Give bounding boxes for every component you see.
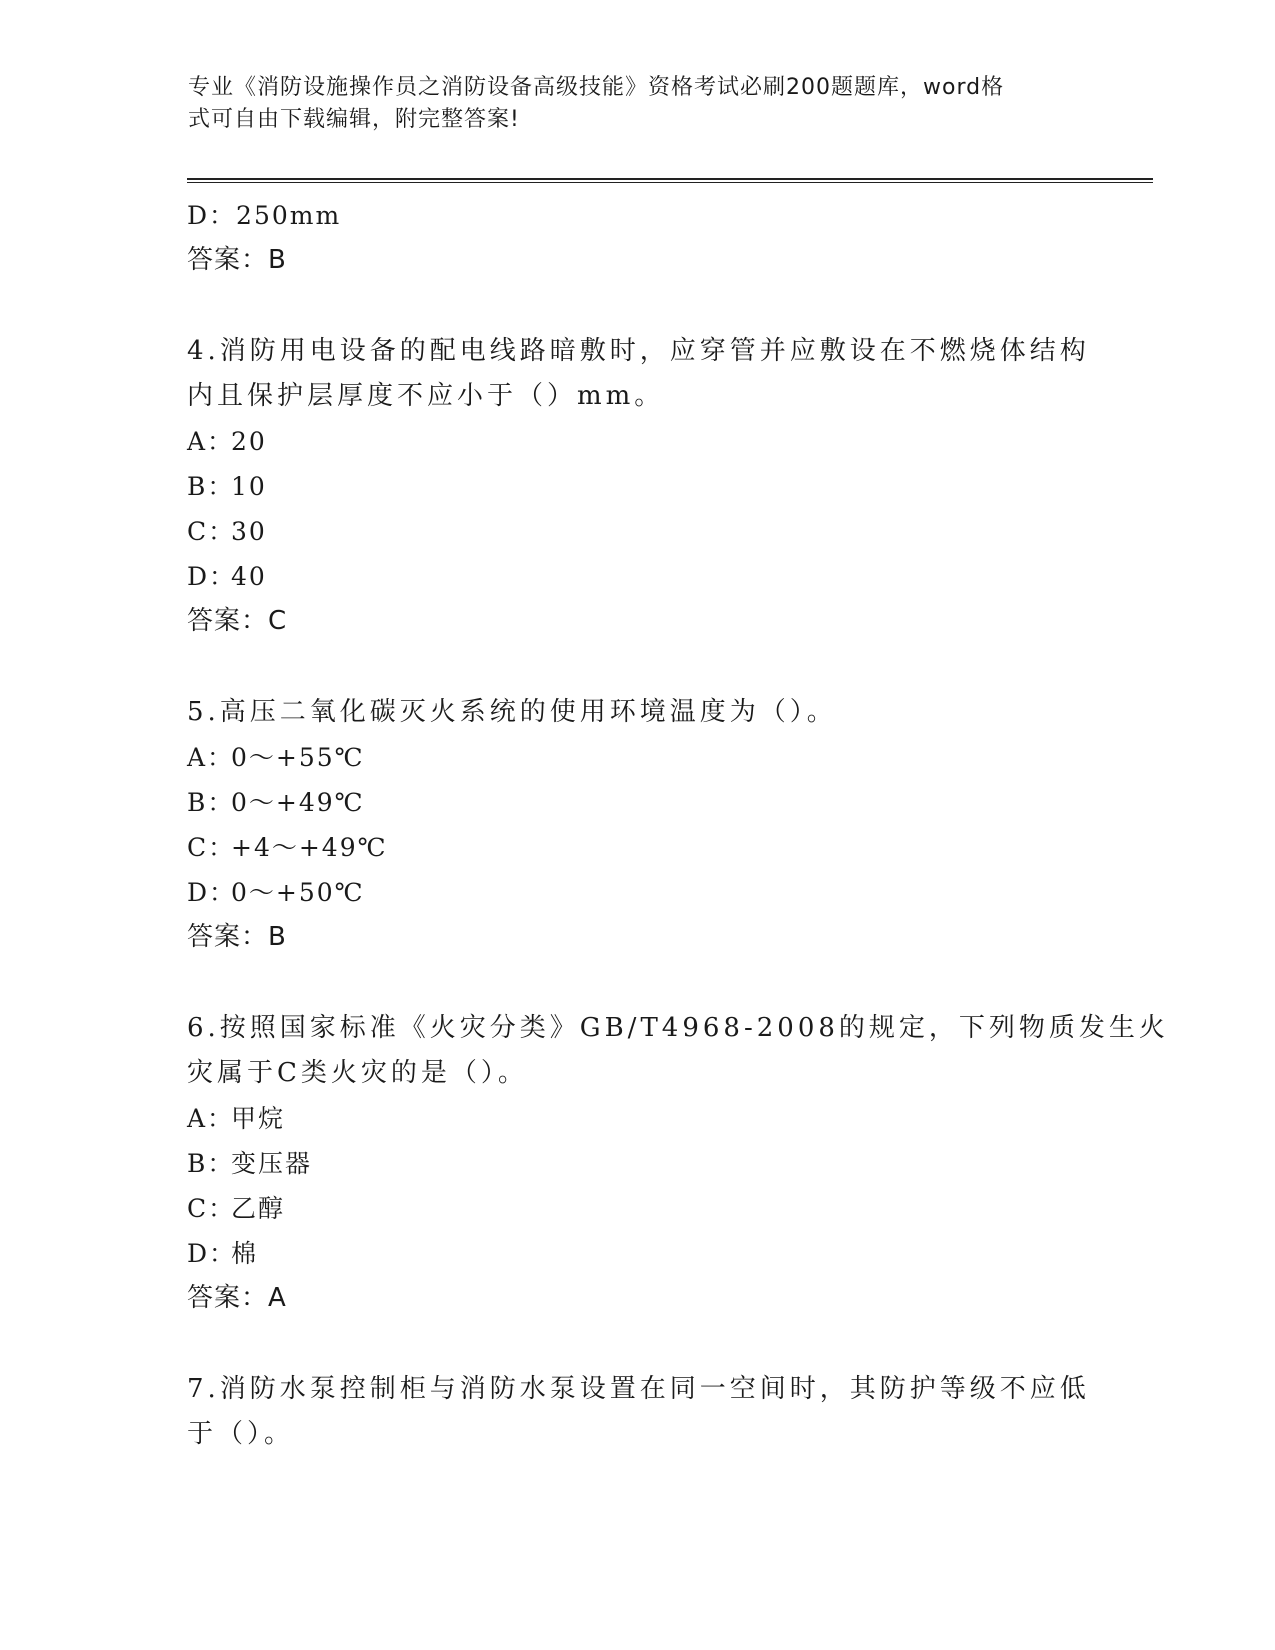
option-text: 0～+49℃ (231, 788, 365, 817)
question-4-answer: 答案：C (187, 606, 288, 636)
question-6 (187, 1006, 1169, 1321)
header-line-2: 式可自由下载编辑，附完整答案! (188, 107, 520, 132)
question-5-option-c (187, 825, 1087, 870)
question-6-line-2: 灾属于C类火灾的是（）。 (187, 1058, 528, 1088)
option-text: 棉 (231, 1239, 259, 1268)
header-line-1: 专业《消防设施操作员之消防设备高级技能》资格考试必刷200题题库，word格 (188, 75, 1005, 100)
question-6-option-b (187, 1141, 1087, 1186)
question-4-option-b (187, 464, 1087, 509)
option-text: 乙醇 (231, 1194, 286, 1223)
spacer (187, 644, 1087, 690)
question-5 (187, 690, 1087, 960)
option-key: C： (187, 517, 236, 546)
question-7 (187, 1367, 1090, 1457)
option-key: D： (187, 562, 237, 591)
question-4-option-a (187, 419, 1087, 464)
carryover-option-d: D：250mm (187, 201, 342, 230)
question-5-line-1: 5.高压二氧化碳灭火系统的使用环境温度为（）。 (187, 697, 837, 727)
question-6-option-c (187, 1186, 1087, 1231)
option-text: 0～+50℃ (231, 878, 365, 907)
spacer (187, 283, 1087, 329)
option-key: A： (187, 427, 235, 456)
question-5-option-b (187, 780, 1087, 825)
question-4 (187, 329, 1090, 644)
question-5-option-a (187, 735, 1087, 780)
question-4-option-c (187, 509, 1087, 554)
question-7-line-1: 7.消防水泵控制柜与消防水泵设置在同一空间时，其防护等级不应低 (187, 1374, 1090, 1404)
page-header (188, 72, 1068, 136)
option-text: 10 (231, 472, 267, 501)
question-5-option-d (187, 870, 1087, 915)
spacer (187, 1321, 1087, 1367)
option-text: 变压器 (231, 1149, 313, 1178)
option-key: C： (187, 1194, 236, 1223)
question-4-line-1: 4.消防用电设备的配电线路暗敷时，应穿管并应敷设在不燃烧体结构 (187, 336, 1090, 366)
option-text: 20 (231, 427, 267, 456)
option-key: B： (187, 472, 235, 501)
option-text: 40 (231, 562, 267, 591)
option-text: +4～+49℃ (231, 833, 388, 862)
option-key: A： (187, 743, 235, 772)
question-4-line-2: 内且保护层厚度不应小于（）mm。 (187, 381, 665, 411)
option-key: C： (187, 833, 236, 862)
question-7-line-2: 于（）。 (187, 1419, 295, 1449)
header-divider (187, 178, 1153, 183)
option-key: D： (187, 1239, 237, 1268)
option-text: 0～+55℃ (231, 743, 365, 772)
question-6-answer: 答案：A (187, 1283, 287, 1313)
question-6-line-1: 6.按照国家标准《火灾分类》GB/T4968-2008的规定，下列物质发生火 (187, 1013, 1169, 1043)
question-content (187, 193, 1169, 1457)
option-text: 30 (231, 517, 267, 546)
spacer (187, 960, 1087, 1006)
option-key: A： (187, 1104, 235, 1133)
question-4-option-d (187, 554, 1087, 599)
option-key: D： (187, 878, 237, 907)
question-6-option-a (187, 1096, 1087, 1141)
carryover-answer: 答案：B (187, 245, 287, 275)
option-key: B： (187, 1149, 235, 1178)
option-text: 甲烷 (231, 1104, 286, 1133)
question-5-answer: 答案：B (187, 922, 287, 952)
option-key: B： (187, 788, 235, 817)
question-6-option-d (187, 1231, 1087, 1276)
